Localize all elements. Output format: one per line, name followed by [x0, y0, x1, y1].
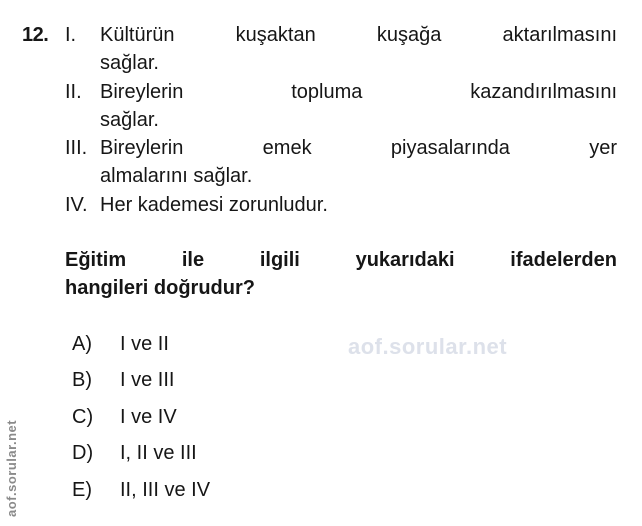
statement-numeral: IV. [65, 193, 88, 216]
options-list [72, 326, 617, 509]
statement-line: Kültürün kuşaktan kuşağa aktarılmasını [100, 24, 617, 46]
statement-line: Bireylerin topluma kazandırılmasını [100, 80, 617, 103]
statement-line: sağlar. [100, 108, 159, 131]
stem-line: Eğitim ile ilgili yukarıdaki ifadelerden [65, 249, 617, 272]
statement-numeral: I. [65, 24, 77, 46]
option-letter: C) [72, 405, 94, 428]
statement-item-2 [65, 78, 617, 135]
option-letter: A) [72, 332, 92, 355]
option-a[interactable] [72, 326, 617, 363]
option-e[interactable] [72, 472, 617, 509]
statement-line: Bireylerin emek piyasalarında yer [100, 137, 617, 160]
statement-line: almalarını sağlar. [100, 165, 253, 188]
option-text: I ve IV [120, 405, 177, 428]
option-c[interactable] [72, 399, 617, 436]
statement-item-1 [65, 21, 617, 78]
option-letter: B) [72, 369, 92, 392]
option-text: I ve II [120, 332, 169, 355]
statement-line: Her kademesi zorunludur. [100, 193, 328, 216]
statement-item-4 [65, 191, 617, 219]
watermark-left-vertical: aof.sorular.net [4, 419, 19, 517]
option-b[interactable] [72, 362, 617, 399]
option-d[interactable] [72, 435, 617, 472]
option-letter: E) [72, 478, 92, 501]
statement-line: sağlar. [100, 52, 159, 75]
question-content [65, 21, 617, 508]
statement-numeral: II. [65, 80, 82, 103]
stem-line: hangileri doğrudur? [65, 277, 255, 300]
option-text: I, II ve III [120, 442, 197, 465]
option-letter: D) [72, 442, 94, 465]
question-number: 12. [22, 24, 49, 46]
watermark-center: aof.sorular.net [348, 334, 508, 359]
statement-numeral: III. [65, 137, 88, 160]
statement-item-3 [65, 134, 617, 191]
option-text: II, III ve IV [120, 478, 211, 501]
option-text: I ve III [120, 369, 175, 392]
question-stem [65, 246, 617, 303]
